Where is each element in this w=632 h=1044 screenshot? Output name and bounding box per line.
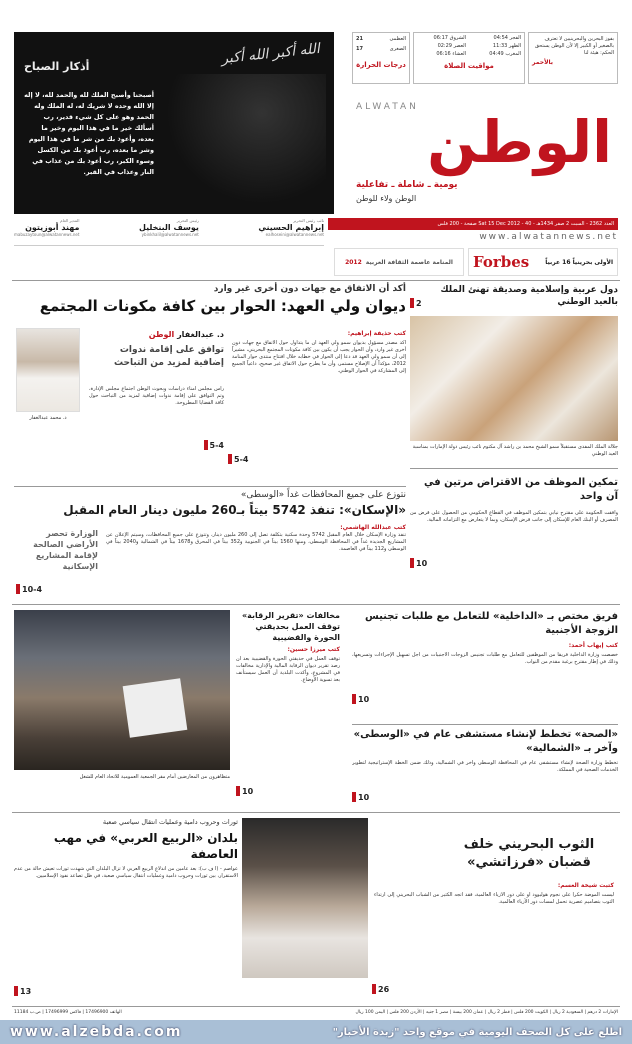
forbes-sub: الأولى بحرينياً 16 عربياً	[545, 258, 613, 266]
thobe-story	[242, 818, 618, 1000]
footer-prices	[12, 1006, 620, 1018]
prayer-row: المغرب 04:49	[489, 51, 521, 57]
lead-kicker: أكد أن الاتفاق مع جهات دون أخرى غير وارد	[213, 284, 406, 294]
prayer-title: مواقيت الصلاة	[444, 62, 494, 70]
lead-body: أكد مصدر مسؤول بديوان سمو ولي العهد أن ما يتداول حول الاتفاق مع جهات دون أخرى غير وارد، وأن الحوار يجب أن يكون بين كافة مكونات المجتمع البحريني، مشيراً إلى أن سمو ولي العهد قد دعا إلى الحوار في خطابه خلال افتتاح منتدى حوار المنامة 2012، مؤكداً أن الإصلاح مستمر، وأن ما يطرح حول الاتفاق غير صحيح، داعياً الجميع إلى المشاركة في الحوار الوطني.	[232, 340, 406, 374]
prayer-row: العشاء 06:16	[436, 51, 466, 57]
king-headline: دول عربية وإسلامية وصديقة تهنئ الملك بالعيد الوطني	[440, 285, 618, 307]
health-headline: «الصحة» تخطط لإنشاء مستشفى عام في «الوسطى» وآخر بـ «الشمالية»	[353, 729, 618, 754]
interior-byline: كتب إيهاب أحمد:	[568, 642, 618, 649]
top-quote-label: بالأحمر	[532, 59, 554, 66]
banner-text: اطلع على كل الصحف اليومية في موقع واحد "زبدة الأخبار"	[332, 1026, 622, 1038]
forbes-ad[interactable]	[468, 248, 618, 276]
housing-story	[14, 490, 406, 600]
thobe-headline: الثوب البحريني خلف قضبان «فرزاتشي»	[463, 837, 595, 870]
weather-title: درجات الحرارة	[356, 61, 406, 69]
thobe-page-ref: 26	[372, 984, 389, 994]
logo-ar: الوطن	[427, 108, 612, 176]
editor-deputy: نائب رئيس التحرير إبراهيم الحسيني ealhoseini@alwatannews.net	[258, 218, 324, 237]
forbes-logo: Forbes	[473, 253, 530, 271]
opinion-page-ref: 5-4	[204, 440, 224, 450]
protest-photo	[14, 610, 230, 770]
dhikr-sky-art	[166, 74, 326, 204]
culture-text: المنامة عاصمة الثقافة العربية	[365, 258, 453, 266]
arab-spring-story	[14, 818, 238, 1000]
health-page-ref: 10	[352, 792, 369, 802]
logo-en: ALWATAN	[356, 102, 419, 112]
alzebda-banner[interactable]	[0, 1020, 632, 1044]
arab-spring-page-ref: 13	[14, 986, 31, 996]
issue-line: العدد 2362 - السبت 2 صفر 1434هـ - Sat 15 Dec 2012 - 40 صفحة - 200 فلس	[437, 221, 614, 227]
king-caption: جلالة الملك المفدى مستقبلاً سمو الشيخ محمد بن راشد آل مكتوم نائب رئيس دولة الإمارات بمناسبة العيد الوطني	[412, 444, 618, 457]
masthead-logo	[346, 92, 618, 210]
loan-story	[410, 476, 618, 594]
weather-box	[352, 32, 410, 84]
opinion-photo-caption: د. محمد عبدالغفار	[29, 415, 67, 421]
footer-price-list: الإمارات 2 درهم | السعودية 2 ريال | الكويت 200 فلس | قطر 2 ريال | عمان 200 بيسة | مصر 1 جنيه | الأردن 200 فلس | اليمن 100 ريال	[355, 1010, 618, 1015]
morning-dhikr-box	[14, 32, 334, 214]
editor-in-chief: رئيس التحرير يوسف البنخليل ybinkhalil@alwatannews.net	[138, 218, 199, 237]
weather-max: العظمى 21	[356, 36, 406, 42]
loan-body: وافقت الحكومة على مقترح نيابي بتمكين الموظف في القطاع الحكومي من الحصول على قرض من المصرف أو البنك العام للإسكان إلى جانب قرض الإسكان، وبما لا يتعارض مع التزاماته المالية.	[410, 510, 618, 523]
loan-headline: تمكين الموظف من الاقتراض مرتين في آن واحد	[424, 477, 618, 502]
thobe-photo	[242, 818, 368, 978]
opinion-body: رأس مجلس أمناء دراسات وبحوث الوطن اجتماع مجلس الإدارة، وتم التوافق على إقامة ندوات إضافية لمزيد من التباحث حول كافة القضايا المطروحة.	[89, 386, 224, 406]
housing-sidebar: الوزارة تحصر الأراضي الصالحة لإقامة المشاريع الإسكانية	[33, 529, 98, 571]
health-body: تخطط وزارة الصحة لإنشاء مستشفى عام في المحافظة الوسطى وآخر في الشمالية، وذلك ضمن الخطة الإستراتيجية لتطوير الخدمات الصحية في المملكة.	[352, 760, 618, 773]
housing-page-ref: 10-4	[16, 584, 42, 594]
prayer-row: الفجر 04:54	[493, 35, 521, 41]
arab-spring-body: عواصم - (أ ف ب): بعد عامين من اندلاع الربيع العربي لا تزال البلدان التي شهدت ثورات تعيش حالة من عدم الاستقرار، بين ثورات وحروب دامية وعمليات انتقال سياسي صعبة، في ظل تصاعد نفوذ الإسلاميين.	[14, 866, 238, 879]
dhikr-text: أصبحنا وأصبح الملك لله والحمد لله، لا إله إلا الله وحده لا شريك له، له الملك وله الحمد وهو على كل شيء قدير، رب أسألك خير ما في هذا اليوم وخير ما بعده، وأعوذ بك من شر ما في هذا اليوم وشر ما بعده، رب أعوذ بك من الكسل وسوء الكبر، رب أعوذ بك من عذاب في النار وعذاب في القبر.	[24, 91, 154, 176]
culture-ad[interactable]	[334, 248, 464, 276]
protest-headline: مخالفات «تقرير الرقابة» توقف العمل بحديقتي الحورة والقضيبية	[242, 611, 340, 642]
weather-min: الصغرى 17	[356, 46, 406, 52]
editors-strip	[14, 218, 324, 246]
arab-spring-kicker: ثورات وحروب دامية وعمليات انتقال سياسي صعبة	[102, 818, 238, 826]
protest-byline: كتب ميرزا حسين:	[287, 646, 340, 653]
newspaper-page	[12, 12, 620, 1020]
interior-body: خصصت وزارة الداخلية فريقاً من الموظفين للتعامل مع طلبات تجنيس الزوجات الأجنبيات من أجل تسهيل الإجراءات وتسريعها، وذلك في إطار مقترح برغبة مقدم من النواب.	[352, 652, 618, 665]
housing-byline: كتب عبدالله الهاشمي:	[340, 524, 406, 531]
lead-story	[14, 284, 406, 484]
loan-page-ref: 10	[410, 558, 427, 568]
opinion-box	[14, 326, 226, 461]
banner-site[interactable]: www.alzebda.com	[10, 1024, 183, 1040]
king-page-ref: 2	[410, 298, 422, 308]
opinion-photo	[16, 328, 80, 412]
issue-strip	[328, 218, 618, 230]
opinion-author: د. عبدالغفار الوطن	[148, 330, 224, 339]
prayer-row: الشروق 06:17	[433, 35, 466, 41]
housing-headline: «الإسكان»: تنفذ 5742 بيتاً بـ260 مليون دينار العام المقبل	[63, 503, 406, 517]
prayer-row: الظهر 11:33	[492, 43, 521, 49]
interior-headline: فريق مختص بـ «الداخلية» للتعامل مع طلبات تجنيس الزوجة الأجنبية	[364, 611, 618, 636]
lead-headline: ديوان ولي العهد: الحوار بين كافة مكونات المجتمع	[39, 297, 406, 315]
thobe-byline: كتبت شيخة العسم:	[557, 882, 614, 889]
protest-sign	[123, 678, 188, 738]
king-story	[410, 284, 618, 472]
protest-caption: متظاهرون من المعارضين أمام مقر الجمعية العمومية للاتحاد العام للشغل	[79, 774, 230, 780]
prayer-row: العصر 02:29	[437, 43, 466, 49]
thobe-body: ليست الموضة حكراً على نجوم هوليوود أو على دور الأزياء العالمية، فقد اتجه الكثير من الشباب البحريني إلى ارتداء الثوب بتصاميم عصرية تحمل لمسات دور الأزياء العالمية.	[374, 892, 614, 905]
website-strip[interactable]	[328, 232, 618, 244]
protest-page-ref: 10	[236, 786, 253, 796]
interior-story	[352, 610, 618, 720]
top-quote-text: بفوز البحرين والبحرينيين لا تعترف بالصغير أو الكبير إلا لأن الوطن يستحق الحكم: هيئة لنا	[534, 36, 614, 56]
protest-body: توقف العمل في حديقتي الحورة والقضيبية بعد أن رصد تقرير ديوان الرقابة المالية والإدارية مخالفات في المشروع، وأكدت البلدية أن العمل سيستأنف بعد تسوية الأوضاع.	[236, 656, 340, 683]
interior-page-ref: 10	[352, 694, 369, 704]
culture-year: 2012	[345, 258, 362, 266]
lead-byline: كتب حذيفة إبراهيم:	[347, 330, 406, 337]
website-url[interactable]: www.alwatannews.net	[479, 232, 618, 242]
king-photo	[410, 316, 618, 441]
footer-contacts: الهاتف 17496900 | فاكس 17496999 | ص.ب 11184	[14, 1010, 122, 1015]
prayer-times-box	[413, 32, 525, 84]
masthead-tagline: يومية ـ شاملة ـ تفاعلية	[356, 180, 458, 190]
protest-story	[236, 610, 340, 800]
arab-spring-headline: بلدان «الربيع العربي» في مهب العاصفة	[53, 831, 238, 861]
top-quote-box	[528, 32, 618, 84]
health-story	[352, 728, 618, 808]
housing-body: تنفذ وزارة الإسكان خلال العام المقبل 5742 وحدة سكنية بتكلفة تصل إلى 260 مليون دينار، وتتوزع على جميع المحافظات، وسيتم الإعلان عن المشاريع الجديدة غداً في المحافظة الوسطى، ومنها 1560 بيتاً في الجنوبية و352 بيتاً في المحرق و1678 بيتاً في الشمالية و2040 بيتاً في الوسطى و112 بيتاً في العاصمة.	[106, 532, 406, 552]
lead-page-ref: 5-4	[228, 454, 248, 464]
dhikr-calligraphy: الله أكبر الله أكبر	[220, 40, 321, 68]
dhikr-title: أذكار الصباح	[24, 60, 90, 73]
housing-kicker: نتوزع على جميع المحافظات غداً «الوسطى»	[240, 490, 406, 500]
editor-managing: المدير العام مهند أبوزيتون mabuzaytoun@alwatannews.net	[14, 218, 80, 237]
opinion-headline: توافق على إقامة ندوات إضافية لمزيد من التباحث	[113, 345, 224, 368]
masthead-motto: الوطن ولاء للوطن	[356, 194, 417, 203]
